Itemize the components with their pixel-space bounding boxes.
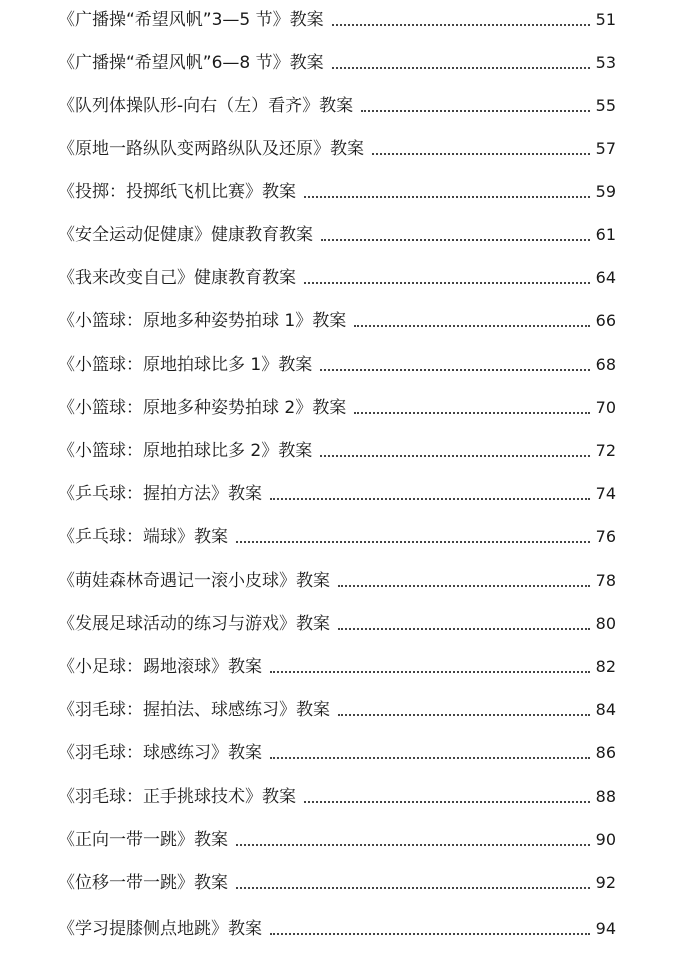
- toc-entry[interactable]: [58, 265, 616, 291]
- toc-entry[interactable]: [58, 784, 616, 810]
- toc-entry-page: 66: [595, 311, 616, 330]
- toc-entry-page: 80: [595, 614, 616, 633]
- toc-entry-title: 《正向一带一跳》教案: [58, 830, 228, 850]
- toc-entry-title: 《广播操“希望风帆”6—8 节》教案: [58, 53, 324, 73]
- toc-entry-title: 《学习提膝侧点地跳》教案: [58, 919, 262, 939]
- dot-leader: [236, 887, 590, 889]
- toc-entry-title: 《原地一路纵队变两路纵队及还原》教案: [58, 139, 364, 159]
- toc-entry-title: 《羽毛球：握拍法、球感练习》教案: [58, 700, 330, 720]
- dot-leader: [320, 369, 589, 371]
- toc-entry-page: 76: [595, 527, 616, 546]
- dot-leader: [304, 282, 590, 284]
- toc-entry-page: 57: [595, 139, 616, 158]
- toc-entry[interactable]: [58, 352, 616, 378]
- dot-leader: [236, 844, 590, 846]
- toc-entry-page: 55: [595, 96, 616, 115]
- toc-entry-title: 《安全运动促健康》健康教育教案: [58, 225, 313, 245]
- dot-leader: [320, 455, 589, 457]
- toc-entry[interactable]: [58, 611, 616, 637]
- toc-entry[interactable]: [58, 916, 616, 942]
- dot-leader: [304, 196, 590, 198]
- toc-entry[interactable]: [58, 7, 616, 33]
- toc-entry-title: 《发展足球活动的练习与游戏》教案: [58, 614, 330, 634]
- dot-leader: [270, 933, 590, 935]
- dot-leader: [361, 110, 590, 112]
- toc-entry-page: 64: [595, 268, 616, 287]
- toc-entry[interactable]: [58, 93, 616, 119]
- toc-entry-page: 53: [595, 53, 616, 72]
- toc-entry-page: 70: [595, 398, 616, 417]
- toc-entry-title: 《小篮球：原地多种姿势拍球 2》教案: [58, 398, 347, 418]
- toc-entry[interactable]: [58, 568, 616, 594]
- toc-entry-title: 《广播操“希望风帆”3—5 节》教案: [58, 10, 324, 30]
- toc-entry-page: 82: [595, 657, 616, 676]
- toc-entry-page: 51: [595, 10, 616, 29]
- toc-entry-page: 61: [595, 225, 616, 244]
- dot-leader: [332, 24, 590, 26]
- toc-entry-title: 《羽毛球：正手挑球技术》教案: [58, 787, 296, 807]
- toc-entry[interactable]: [58, 827, 616, 853]
- toc-entry-title: 《乒乓球：端球》教案: [58, 527, 228, 547]
- toc-entry-page: 94: [595, 919, 616, 938]
- toc-entry[interactable]: [58, 740, 616, 766]
- toc-entry[interactable]: [58, 438, 616, 464]
- dot-leader: [332, 67, 590, 69]
- dot-leader: [236, 541, 590, 543]
- toc-entry[interactable]: [58, 179, 616, 205]
- dot-leader: [321, 239, 590, 241]
- toc-entry-page: 90: [595, 830, 616, 849]
- dot-leader: [354, 325, 589, 327]
- toc-entry[interactable]: [58, 697, 616, 723]
- toc-entry-title: 《小篮球：原地拍球比多 1》教案: [58, 355, 313, 375]
- toc-entry-title: 《投掷：投掷纸飞机比赛》教案: [58, 182, 296, 202]
- toc-entry-title: 《队列体操队形-向右（左）看齐》教案: [58, 96, 354, 116]
- toc-entry-title: 《乒乓球：握拍方法》教案: [58, 484, 262, 504]
- toc-entry-page: 92: [595, 873, 616, 892]
- toc-entry[interactable]: [58, 308, 616, 334]
- toc-entry[interactable]: [58, 654, 616, 680]
- dot-leader: [372, 153, 590, 155]
- dot-leader: [338, 714, 590, 716]
- toc-entry-title: 《我来改变自己》健康教育教案: [58, 268, 296, 288]
- toc-entry-title: 《萌娃森林奇遇记一滚小皮球》教案: [58, 571, 330, 591]
- toc-entry-page: 78: [595, 571, 616, 590]
- dot-leader: [338, 585, 590, 587]
- toc-entry-page: 59: [595, 182, 616, 201]
- toc-entry-title: 《羽毛球：球感练习》教案: [58, 743, 262, 763]
- toc-entry-title: 《小足球：踢地滚球》教案: [58, 657, 262, 677]
- toc-entry[interactable]: [58, 136, 616, 162]
- dot-leader: [270, 757, 590, 759]
- dot-leader: [270, 498, 590, 500]
- toc-entry-page: 72: [595, 441, 616, 460]
- dot-leader: [354, 412, 589, 414]
- toc-entry-page: 88: [595, 787, 616, 806]
- toc-entry[interactable]: [58, 222, 616, 248]
- toc-entry-page: 68: [595, 355, 616, 374]
- dot-leader: [304, 801, 590, 803]
- toc-entry[interactable]: [58, 395, 616, 421]
- toc-entry-page: 74: [595, 484, 616, 503]
- toc-entry-page: 86: [595, 743, 616, 762]
- toc-entry[interactable]: [58, 870, 616, 896]
- toc-entry-page: 84: [595, 700, 616, 719]
- toc-entry-title: 《小篮球：原地多种姿势拍球 1》教案: [58, 311, 347, 331]
- dot-leader: [338, 628, 590, 630]
- dot-leader: [270, 671, 590, 673]
- toc-entry[interactable]: [58, 481, 616, 507]
- toc-entry-title: 《位移一带一跳》教案: [58, 873, 228, 893]
- toc-entry[interactable]: [58, 524, 616, 550]
- toc-entry-title: 《小篮球：原地拍球比多 2》教案: [58, 441, 313, 461]
- toc-entry[interactable]: [58, 50, 616, 76]
